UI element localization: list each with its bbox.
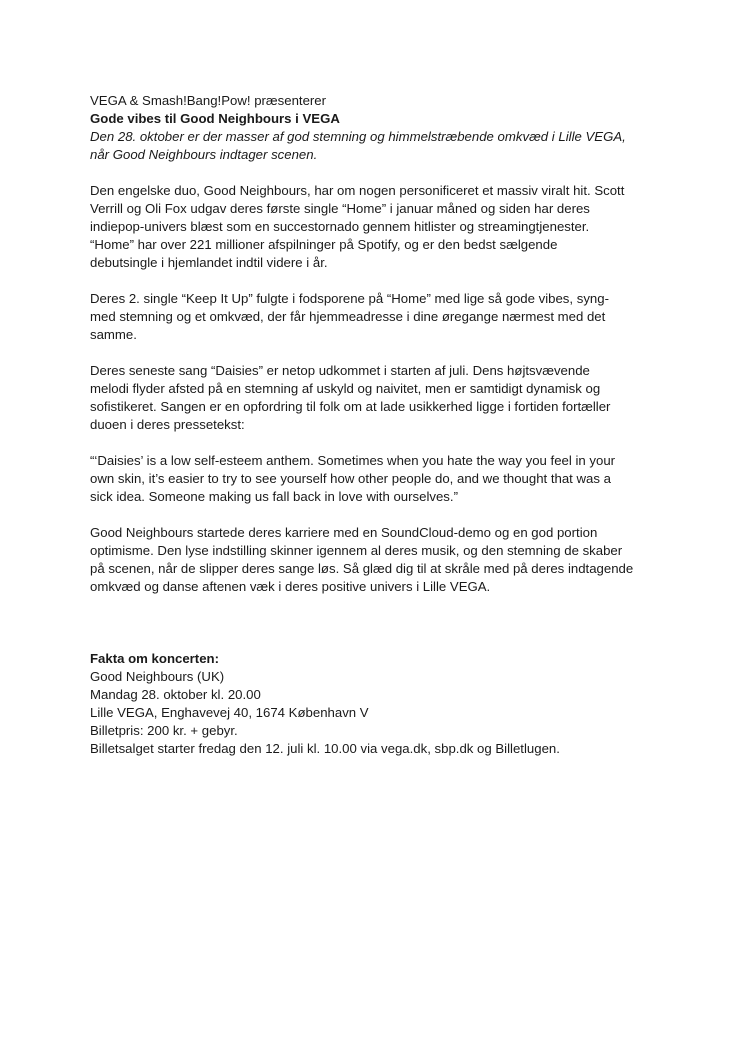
headline: Gode vibes til Good Neighbours i VEGA — [90, 111, 340, 126]
body-line: omkvæd og danse aftenen væk i deres positive univers i Lille VEGA. — [90, 579, 491, 594]
body-paragraph-daisies — [90, 362, 670, 434]
lead-line: når Good Neighbours indtager scenen. — [90, 147, 318, 162]
presenter-line: VEGA & Smash!Bang!Pow! præsenterer — [90, 93, 327, 108]
body-paragraph-intro — [90, 182, 670, 272]
spacer — [90, 614, 670, 650]
body-paragraph-keep-it-up — [90, 290, 670, 344]
facts-line: Billetsalget starter fredag den 12. juli kl. 10.00 via vega.dk, sbp.dk og Billetlugen. — [90, 741, 560, 756]
quote-line: “‘Daisies’ is a low self-esteem anthem. Sometimes when you hate the way you feel in your — [90, 453, 616, 468]
facts-line: Mandag 28. oktober kl. 20.00 — [90, 687, 261, 702]
quote-line: sick idea. Someone making us fall back in love with ourselves.” — [90, 489, 458, 504]
body-line: Deres seneste sang “Daisies” er netop udkommet i starten af juli. Dens højtsvævende — [90, 363, 590, 378]
body-line: Good Neighbours startede deres karriere med en SoundCloud-demo og en god portion — [90, 525, 598, 540]
facts-line: Lille VEGA, Enghavevej 40, 1674 København V — [90, 705, 369, 720]
facts-line: Good Neighbours (UK) — [90, 669, 225, 684]
body-line: Deres 2. single “Keep It Up” fulgte i fodsporene på “Home” med lige så gode vibes, syng- — [90, 291, 609, 306]
body-line: på scenen, når de slipper deres sange løs. Så glæd dig til at skråle med på deres indtagende — [90, 561, 634, 576]
facts-heading: Fakta om koncerten: — [90, 651, 219, 666]
document-page — [90, 92, 670, 758]
body-line: melodi flyder afsted på en stemning af uskyld og naivitet, men er samtidigt dynamisk og — [90, 381, 601, 396]
body-line: samme. — [90, 327, 137, 342]
facts-section — [90, 650, 670, 758]
quote-line: own skin, it’s easier to try to see yourself how other people do, and we thought that was a — [90, 471, 611, 486]
body-line: “Home” har over 221 millioner afspilninger på Spotify, og er den bedst sælgende — [90, 237, 558, 252]
body-line: debutsingle i hjemlandet indtil videre i år. — [90, 255, 328, 270]
body-line: Den engelske duo, Good Neighbours, har om nogen personificeret et massiv viralt hit. Scott — [90, 183, 625, 198]
body-line: med stemning og et omkvæd, der får hjemmeadresse i dine øregange nærmest med det — [90, 309, 606, 324]
body-line: Verrill og Oli Fox udgav deres første single “Home” i januar måned og siden har deres — [90, 201, 590, 216]
facts-line: Billetpris: 200 kr. + gebyr. — [90, 723, 238, 738]
lead-line: Den 28. oktober er der masser af god stemning og himmelstræbende omkvæd i Lille VEGA, — [90, 129, 626, 144]
body-line: sofistikeret. Sangen er en opfordring til folk om at lade usikkerhed ligge i fortiden fortæller — [90, 399, 611, 414]
lead-paragraph — [90, 128, 670, 164]
body-line: indiepop-univers blæst som en succestornado gennem hitlister og streamingtjenester. — [90, 219, 590, 234]
body-line: optimisme. Den lyse indstilling skinner igennem al deres musik, og den stemning de skaber — [90, 543, 623, 558]
body-paragraph-quote — [90, 452, 670, 506]
body-line: duoen i deres pressetekst: — [90, 417, 245, 432]
body-paragraph-closing — [90, 524, 670, 596]
